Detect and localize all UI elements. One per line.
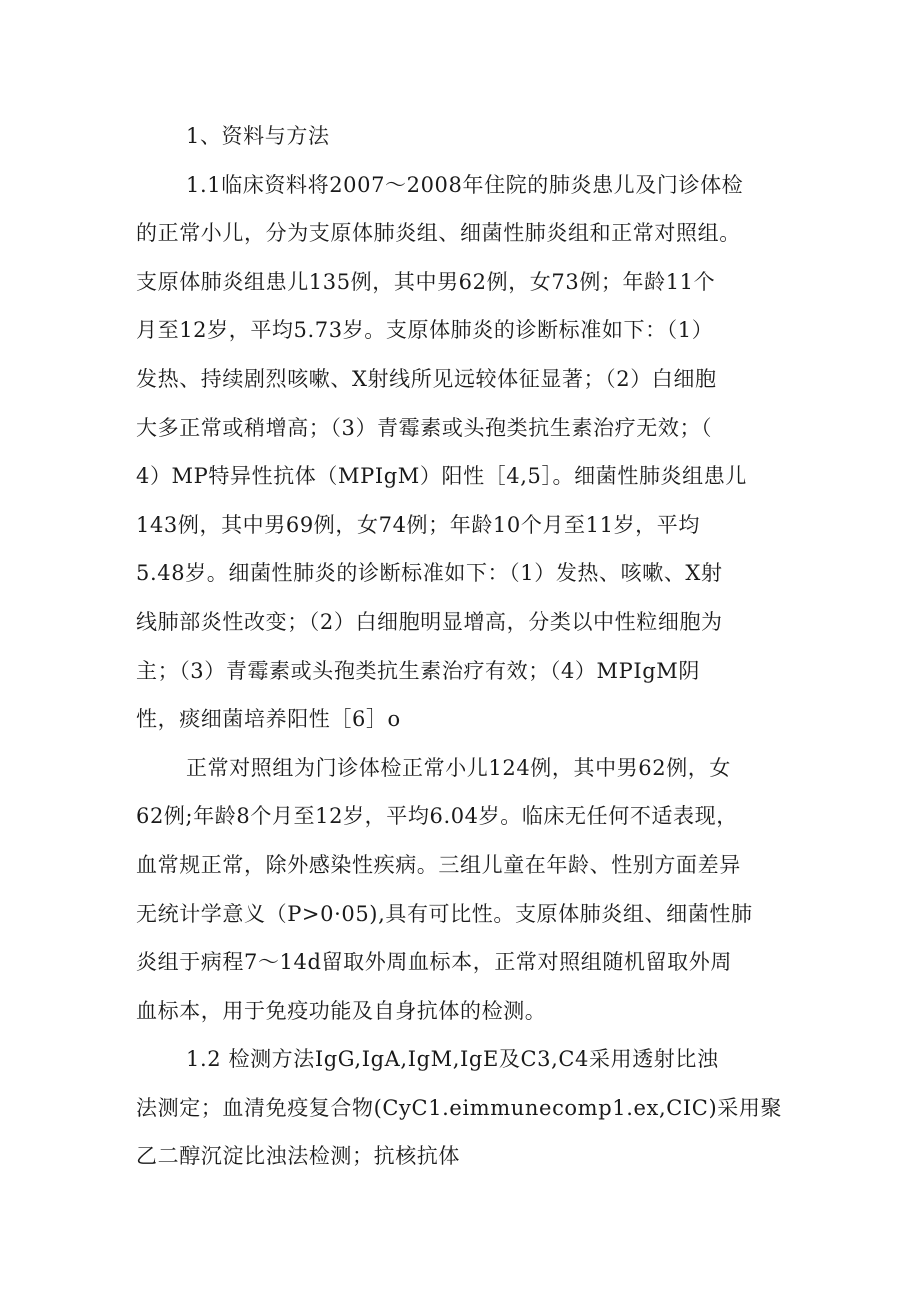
text-line: 法测定；血清免疫复合物(CyC1.eimmunecomp1.ex,CIC)采用聚 — [136, 1095, 783, 1120]
text-line: 性，痰细菌培养阳性［6］o — [136, 707, 401, 732]
text-line: 1.1临床资料将2007～2008年住院的肺炎患儿及门诊体检 — [186, 172, 744, 197]
text-line: 正常对照组为门诊体检正常小儿124例，其中男62例，女 — [186, 755, 732, 780]
text-line: 血常规正常，除外感染性疾病。三组儿童在年龄、性别方面差异 — [136, 852, 741, 877]
text-line: 1、资料与方法 — [186, 124, 330, 148]
text-line: 5.48岁。细菌性肺炎的诊断标准如下：（1）发热、咳嗽、X射 — [136, 561, 723, 586]
text-line: 血标本，用于免疫功能及自身抗体的检测。 — [136, 998, 547, 1023]
text-line: 62例;年龄8个月至12岁，平均6.04岁。临床无任何不适表现， — [136, 804, 738, 829]
text-line: 1.2 检测方法IgG,IgA,IgM,IgE及C3,C4采用透射比浊 — [186, 1047, 719, 1072]
text-line: 4）MP特异性抗体（MPIgM）阳性［4,5］。细菌性肺炎组患儿 — [136, 464, 747, 489]
text-line: 无统计学意义（P>0·05),具有可比性。支原体肺炎组、细菌性肺 — [136, 901, 753, 926]
text-line: 143例，其中男69例，女74例；年龄10个月至11岁，平均 — [136, 512, 700, 537]
text-line: 发热、持续剧烈咳嗽、X射线所见远较体征显著；（2）白细胞 — [136, 366, 717, 391]
text-line: 线肺部炎性改变；（2）白细胞明显增高，分类以中性粒细胞为 — [136, 609, 723, 634]
text-line: 支原体肺炎组患儿135例，其中男62例，女73例；年龄11个 — [136, 269, 716, 294]
text-line: 大多正常或稍增高；（3）青霉素或头孢类抗生素治疗无效；（ — [136, 415, 713, 440]
text-line: 主；（3）青霉素或头孢类抗生素治疗有效；（4）MPIgM阴 — [136, 658, 700, 683]
text-line: 乙二醇沉淀比浊法检测；抗核抗体 — [136, 1144, 460, 1169]
text-line: 月至12岁，平均5.73岁。支原体肺炎的诊断标准如下：（1） — [136, 318, 714, 343]
text-line: 的正常小儿，分为支原体肺炎组、细菌性肺炎组和正常对照组。 — [136, 221, 741, 246]
text-line: 炎组于病程7～14d留取外周血标本，正常对照组随机留取外周 — [136, 950, 732, 975]
document-body — [136, 112, 786, 1181]
